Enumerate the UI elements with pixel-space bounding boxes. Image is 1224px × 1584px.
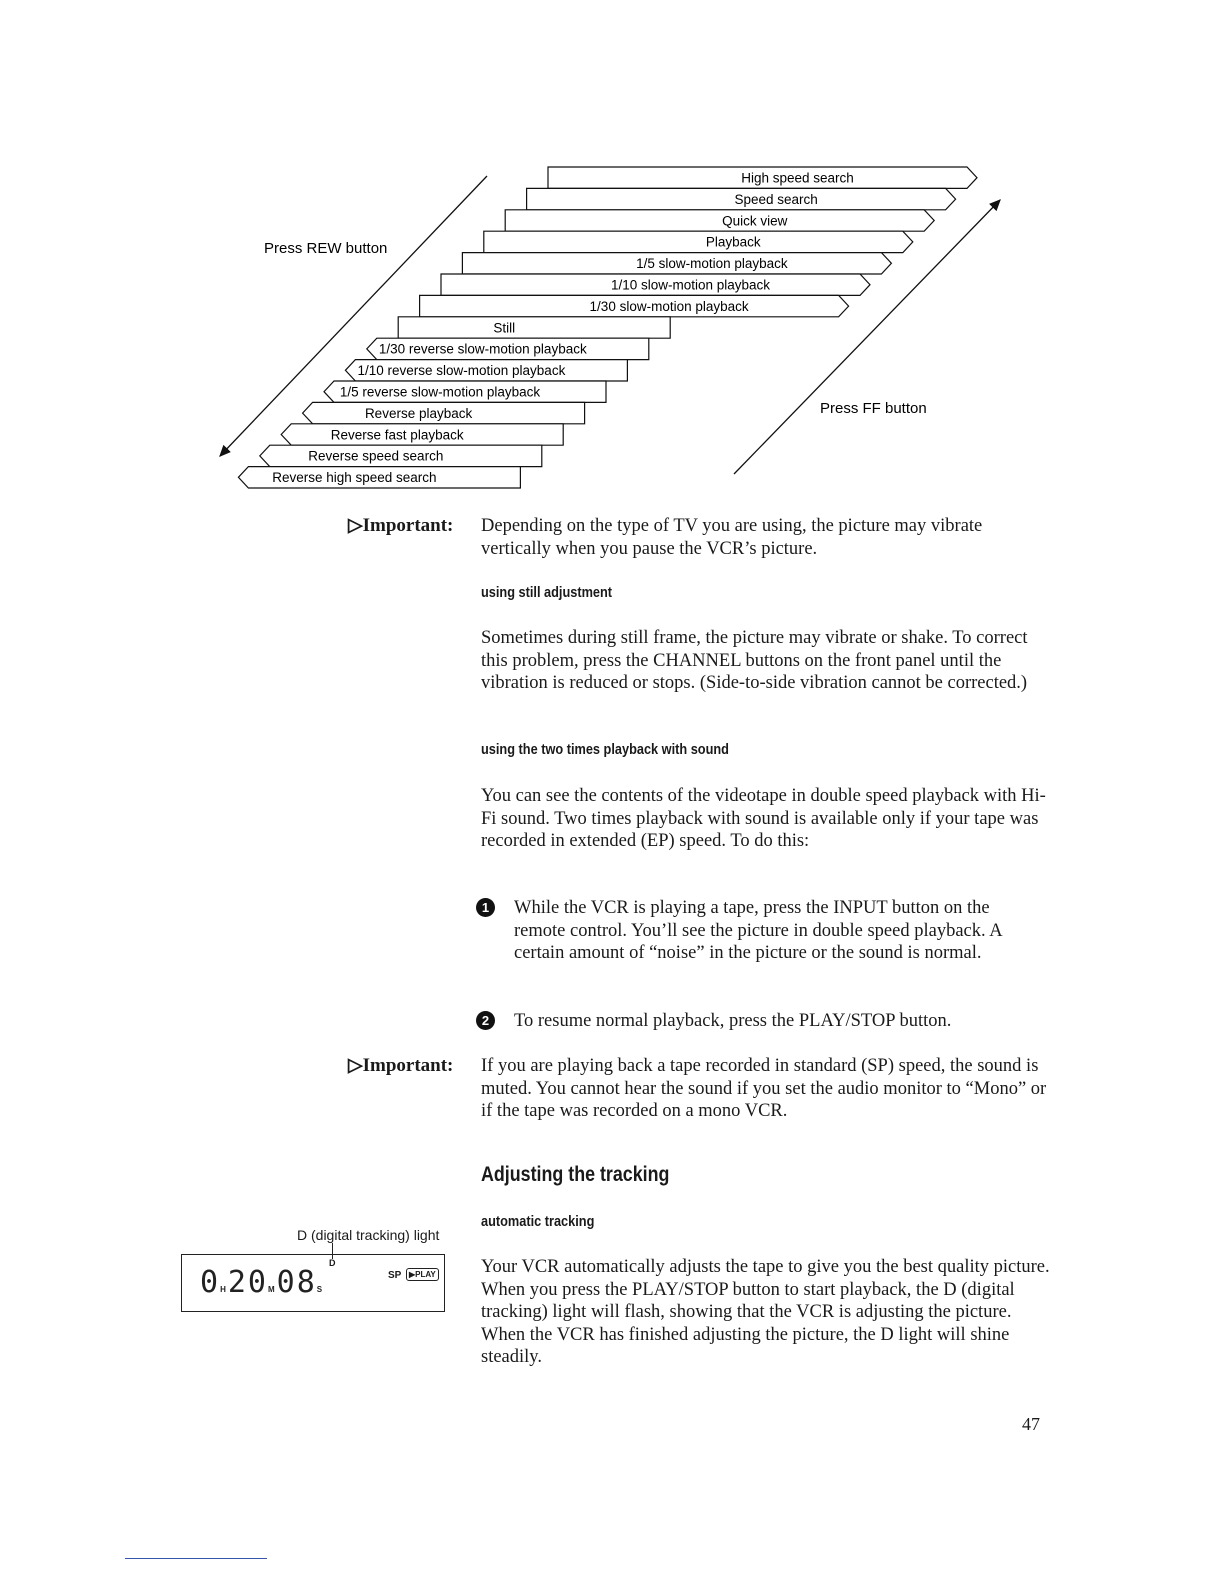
speed-bar-label: 1/10 reverse slow-motion playback: [357, 363, 566, 379]
h-label: H: [220, 1285, 228, 1294]
still-heading: using still adjustment: [481, 584, 613, 601]
speed-bar-label: 1/30 slow-motion playback: [589, 298, 749, 314]
m-label: M: [267, 1285, 277, 1294]
d-light-pointer: [332, 1243, 333, 1259]
still-text: Sometimes during still frame, the picture may vibrate or shake. To correct this problem, press the CHANNEL buttons on the front panel until the vibration is reduced or stops. (Side-to-side vibration cannot be corrected.): [481, 628, 1028, 693]
step-2-number: 2: [476, 1011, 495, 1030]
important-text: If you are playing back a tape recorded in standard (SP) speed, the sound is muted. You cannot hear the sound if you set the audio monitor to “Mono” or if the tape was recorded on a mono VCR.: [481, 1056, 1047, 1121]
tracking-heading: Adjusting the tracking: [481, 1163, 670, 1186]
step-1-number: 1: [476, 898, 495, 917]
seconds: 08: [276, 1265, 317, 1300]
speed-bar-label: 1/5 slow-motion playback: [636, 256, 788, 272]
twotimes-heading: using the two times playback with sound: [481, 741, 729, 758]
speed-bar-label: Reverse high speed search: [272, 470, 437, 486]
speed-bar-label: Playback: [705, 234, 761, 250]
hours: 0: [200, 1265, 221, 1300]
ff-label: Press FF button: [820, 400, 927, 417]
speed-bar-label: 1/10 slow-motion playback: [610, 277, 771, 293]
twotimes-text: You can see the contents of the videotape in double speed playback with Hi-Fi sound. Two times playback with sound is available only if your tape was recorded in extended (EP) speed. To do this:: [481, 786, 1046, 851]
speed-bar: [505, 210, 934, 231]
step-1-text: While the VCR is playing a tape, press the INPUT button on the remote control. You’ll see the picture in double speed playback. A certain amount of “noise” in the picture or the sound is normal.: [514, 898, 1002, 963]
rew-label: Press REW button: [264, 240, 388, 257]
tracking-subheading: automatic tracking: [481, 1213, 595, 1230]
footer-rule: [125, 1558, 267, 1559]
play-indicator: ▶PLAY: [406, 1268, 439, 1281]
speed-bar-label: High speed search: [741, 170, 854, 186]
minutes: 20: [227, 1265, 268, 1300]
display-caption: D (digital tracking) light: [297, 1227, 440, 1243]
speed-bar-label: Still: [493, 320, 516, 336]
playback-speed-diagram: [0, 0, 1224, 500]
speed-bar-label: Reverse fast playback: [330, 427, 464, 443]
speed-bar-label: Quick view: [722, 213, 788, 229]
d-light: D: [329, 1258, 336, 1268]
important-text: Depending on the type of TV you are using, the picture may vibrate vertically when you pause the VCR’s picture.: [481, 516, 983, 559]
speed-bar-label: 1/30 reverse slow-motion playback: [378, 341, 587, 357]
speed-bar-label: 1/5 reverse slow-motion playback: [339, 384, 541, 400]
speed-bar-label: Reverse speed search: [308, 448, 444, 464]
important-label: ▷Important:: [348, 1055, 454, 1076]
vcr-display: [181, 1254, 445, 1312]
tracking-text: Your VCR automatically adjusts the tape to give you the best quality picture. When you press the PLAY/STOP button to start playback, the D (digital tracking) light will flash, showing that the VCR is adjusting the picture. When the VCR has finished adjusting the picture, the D light will shine steadily.: [481, 1257, 1050, 1367]
speed-bar: [484, 231, 913, 252]
important-label: ▷Important:: [348, 515, 454, 536]
page-number: 47: [1022, 1414, 1040, 1434]
speed-bar-label: Speed search: [734, 191, 818, 207]
s-label: S: [316, 1285, 325, 1294]
speed-bar: [398, 317, 670, 338]
step-2-text: To resume normal playback, press the PLAY/STOP button.: [514, 1011, 952, 1031]
sp-indicator: SP: [388, 1270, 402, 1281]
speed-bar-label: Reverse playback: [364, 405, 473, 421]
